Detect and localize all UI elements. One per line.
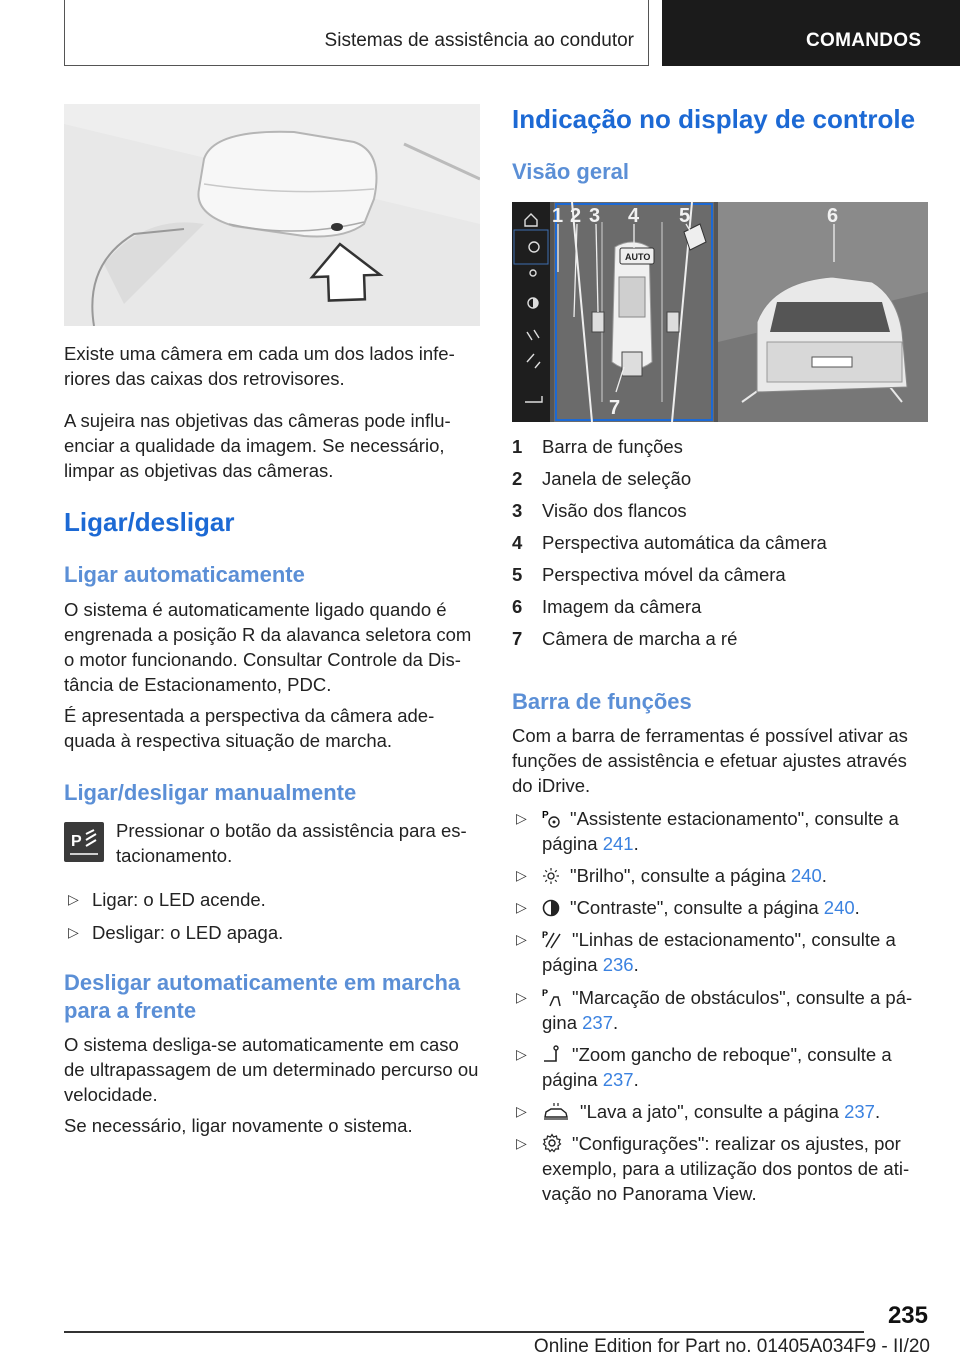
- page-link[interactable]: 240: [823, 897, 855, 918]
- auto-on-paragraph-2: É apresentada a perspectiva da câmera ade-quada à respectiva situação de marcha.: [64, 705, 435, 751]
- heading-overview: Visão geral: [512, 159, 629, 184]
- function-item-contrast: ▷ "Contraste", consulte a página 240.: [516, 897, 860, 918]
- header-section-title: Sistemas de assistência ao condutor: [324, 30, 634, 51]
- heading-function-bar: Barra de funções: [512, 689, 692, 714]
- heading-display: Indicação no display de controle: [512, 104, 916, 134]
- intro-paragraph-2: A sujeira nas objetivas das câmeras pode influ-enciar a qualidade da imagem. Se necessário, limpar as objetivas das câmeras.: [64, 410, 451, 481]
- mirror-camera-illustration: [64, 104, 480, 326]
- function-item-car-wash: ▷ "Lava a jato", consulte a página 237.: [516, 1101, 881, 1122]
- parking-lines-icon: [542, 929, 562, 949]
- function-item-parking-lines: ▷ P "Linhas de estacionamento", consulte a página 236.: [516, 929, 896, 975]
- header-section-box: [64, 0, 649, 66]
- legend-item: 4 Perspectiva automática da câmera: [512, 532, 827, 553]
- footer-divider: [64, 1331, 864, 1333]
- callout-4: 4: [628, 205, 640, 227]
- svg-text:P: P: [542, 930, 549, 940]
- auto-off-paragraph: O sistema desliga-se automaticamente em caso de ultrapassagem de um determinado percurso ou velocidade.: [64, 1034, 479, 1105]
- heading-auto-off: Desligar automaticamente em marcha para a frente: [64, 970, 461, 1023]
- callout-5: 5: [679, 205, 691, 227]
- list-item: ▷ Ligar: o LED acende.: [68, 889, 266, 910]
- contrast-icon: [542, 899, 560, 917]
- header-chapter-box: [662, 0, 960, 66]
- brightness-icon: [542, 867, 560, 885]
- function-item-obstacle-marking: ▷ P "Marcação de obstáculos", consulte a pá-gina 237.: [516, 987, 913, 1033]
- svg-text:P: P: [542, 988, 549, 998]
- tow-hitch-icon: [542, 1044, 562, 1064]
- heading-on-off: Ligar/desligar: [64, 507, 235, 537]
- list-item: ▷ Desligar: o LED apaga.: [68, 922, 284, 943]
- page-link[interactable]: 236: [602, 954, 634, 975]
- manual-list: [64, 887, 480, 945]
- page-number: 235: [887, 1302, 928, 1329]
- function-item-tow-hitch: ▷ "Zoom gancho de reboque", consulte a página 237.: [516, 1044, 892, 1090]
- header-chapter-title: COMANDOS: [806, 30, 922, 51]
- footer-edition: Online Edition for Part no. 01405A034F9 - II/20: [533, 1336, 930, 1357]
- intro-paragraph-1: Existe uma câmera em cada um dos lados infe-riores das caixas dos retrovisores.: [64, 343, 455, 389]
- auto-off-paragraph-2: Se necessário, ligar novamente o sistema.: [64, 1115, 413, 1136]
- page-link[interactable]: 237: [602, 1069, 634, 1090]
- obstacle-marking-icon: [542, 987, 562, 1007]
- page-link[interactable]: 237: [582, 1012, 613, 1033]
- callout-2: 2: [570, 205, 582, 227]
- page-link[interactable]: 240: [790, 865, 822, 886]
- legend-item: 1 Barra de funções: [512, 436, 683, 457]
- legend-item: 6 Imagem da câmera: [512, 596, 702, 617]
- callout-3: 3: [589, 205, 601, 227]
- page-link[interactable]: 241: [602, 833, 634, 854]
- parking-assist-button-icon: [64, 822, 104, 862]
- svg-text:P: P: [542, 810, 549, 821]
- legend-item: 5 Perspectiva móvel da câmera: [512, 564, 786, 585]
- heading-auto-on: Ligar automaticamente: [64, 562, 305, 587]
- function-item-parking-assistant: ▷ P "Assistente estacionamento", consulte a página 241.: [516, 808, 899, 854]
- car-wash-icon: [542, 1101, 570, 1121]
- callout-1: 1: [552, 205, 564, 227]
- legend-item: 7 Câmera de marcha a ré: [512, 628, 738, 649]
- legend-item: 3 Visão dos flancos: [512, 500, 687, 521]
- heading-manual: Ligar/desligar manualmente: [64, 780, 357, 805]
- callout-7: 7: [609, 397, 621, 419]
- callout-6: 6: [827, 205, 839, 227]
- function-item-brightness: ▷ "Brilho", consulte a página 240.: [516, 865, 827, 886]
- function-bar-paragraph: Com a barra de ferramentas é possível ativar as funções de assistência e efetuar ajustes através do iDrive.: [512, 725, 908, 796]
- auto-on-paragraph: O sistema é automaticamente ligado quando é engrenada a posição R da alavanca seletora com o motor funcionando. Consultar Controle da Dis-tância de Estacionamento, PDC.: [64, 599, 472, 695]
- settings-icon: [542, 1133, 562, 1153]
- control-display-screenshot: [512, 202, 928, 422]
- legend-item: 2 Janela de seleção: [512, 468, 692, 489]
- auto-badge: AUTO: [625, 252, 651, 262]
- svg-text:P: P: [71, 833, 82, 850]
- page-link[interactable]: 237: [844, 1101, 875, 1122]
- manual-paragraph: Pressionar o botão da assistência para es-tacionamento.: [116, 820, 467, 866]
- function-item-settings: ▷ "Configurações": realizar os ajustes, por exemplo, para a utilização dos pontos de ati-vação no Panorama View.: [516, 1133, 910, 1204]
- parking-assistant-icon: [542, 808, 560, 828]
